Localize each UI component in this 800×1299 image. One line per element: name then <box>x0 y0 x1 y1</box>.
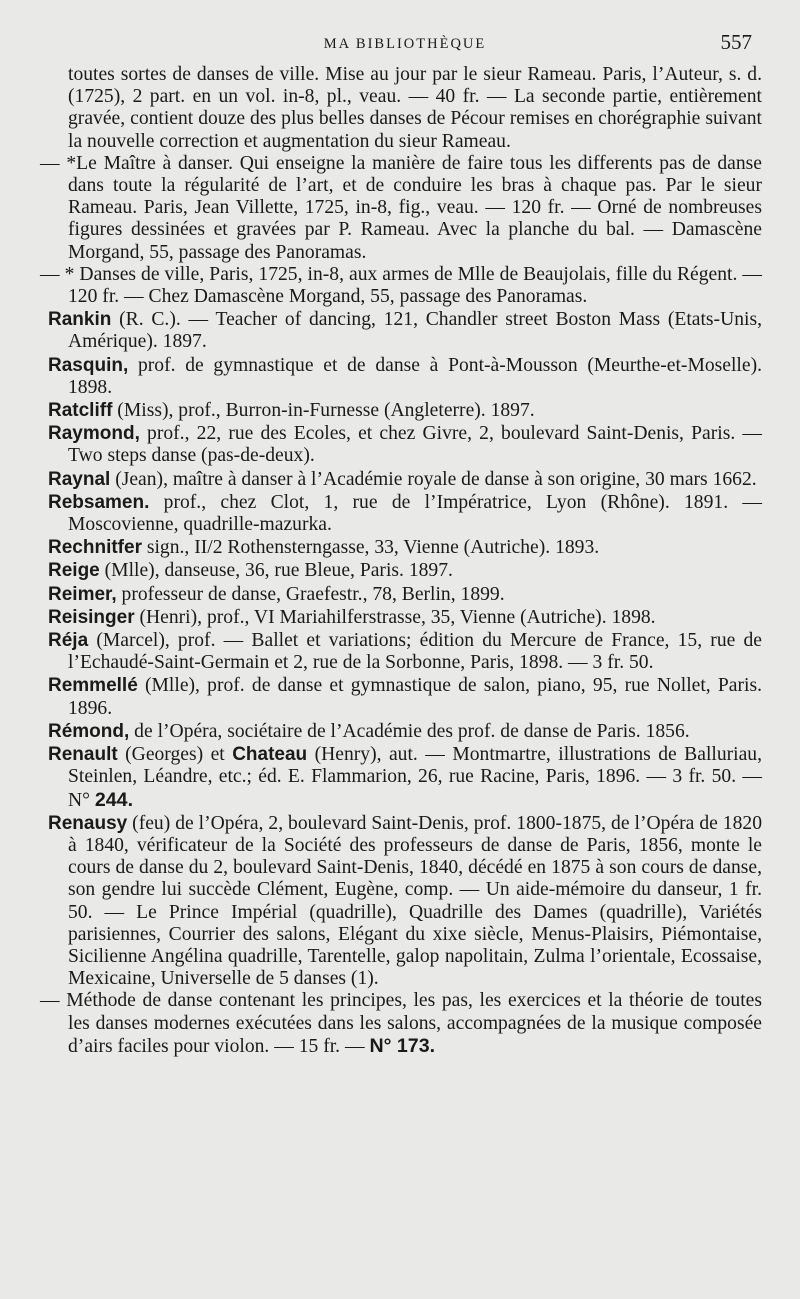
entry-renault-chateau <box>48 744 762 812</box>
entry-text: sign., II/2 Rothensterngasse, 33, Vienne (Autriche). 1893. <box>141 537 600 559</box>
entry-text: (Mlle), prof. de danse et gymnastique de salon, piano, 95, rue Nollet, Paris. 1896. <box>68 675 762 719</box>
headword: Réja <box>48 630 89 652</box>
entry-text: (Henry), aut. — Montmartre, illustrations de Balluriau, Steinlen, Léandre, etc.; éd. E. Flammarion, 26, rue Racine, Paris, 1896. — 3 fr. 50. — N° <box>68 744 762 811</box>
headword: Renault <box>48 744 118 766</box>
entry-raynal <box>48 469 762 491</box>
entry-text: (R. C.). — Teacher of dancing, 121, Chandler street Boston Mass (Etats-Unis, Amérique). 1897. <box>68 309 762 353</box>
entry-reja <box>48 630 762 674</box>
entry-text: (Georges) et <box>117 744 233 766</box>
headword: Rémond, <box>48 720 130 742</box>
headword: Rasquin, <box>48 354 129 376</box>
headword: Ratcliff <box>48 400 113 422</box>
headword: Rankin <box>48 309 112 331</box>
entry-reimer <box>48 584 762 606</box>
entry-remond <box>48 721 762 743</box>
entries-list <box>40 64 762 1058</box>
headword: Raymond, <box>48 423 140 445</box>
headword: Chateau <box>232 744 308 766</box>
headword: Raynal <box>48 468 111 490</box>
entry-sub-methode-de-danse <box>40 990 762 1058</box>
entry-text: professeur de danse, Graefestr., 78, Berlin, 1899. <box>116 583 505 605</box>
entry-rechnitfer <box>48 537 762 559</box>
headword: Renausy <box>48 812 128 834</box>
running-title: MA BIBLIOTHÈQUE <box>323 36 487 52</box>
entry-rankin <box>48 309 762 353</box>
entry-continuation: toutes sortes de danses de ville. Mise au jour par le sieur Rameau. Paris, l’Auteur, s. d. (1725), 2 part. en un vol. in-8, pl., veau. — 40 fr. — La seconde partie, entièrement gravée, contient douze des plus belles danses de Pécour remises en chorégraphie suivant la nouvelle correction et augmentation du sieur Rameau. <box>68 64 762 152</box>
entry-rasquin <box>48 355 762 399</box>
headword: Reisinger <box>48 606 135 628</box>
headword: Rechnitfer <box>48 537 142 559</box>
entry-sub-maitre-a-danser: — *Le Maître à danser. Qui enseigne la manière de faire tous les differents pas de danse dans toute la régularité de l’art, et de conduire les bras à chaque pas. Par le sieur Rameau. Paris, Jean Villette, 1725, in-8, fig., veau. — 120 fr. — Orné de nombreuses figures dessinées et gravées par P. Rameau. Avec la planche du bal. — Damascène Morgand, 55, passage des Panoramas. <box>40 152 762 263</box>
entry-reisinger <box>48 607 762 629</box>
headword: Rebsamen. <box>48 491 150 513</box>
headword: Reimer, <box>48 583 117 605</box>
entry-rebsamen <box>48 492 762 536</box>
entry-text: prof., 22, rue des Ecoles, et chez Givre, 2, boulevard Saint-Denis, Paris. — Two steps danse (pas-de-deux). <box>68 423 762 467</box>
headword: Remmellé <box>48 675 138 697</box>
entry-remmelle <box>48 675 762 719</box>
headword: Reige <box>48 560 100 582</box>
entry-text: (Mlle), danseuse, 36, rue Bleue, Paris. 1897. <box>99 560 453 582</box>
entry-raymond <box>48 423 762 467</box>
entry-text: (Jean), maître à danser à l’Académie royale de danse à son origine, 30 mars 1662. <box>110 468 757 490</box>
entry-text: prof. de gymnastique et de danse à Pont-à-Mousson (Meurthe-et-Moselle). 1898. <box>68 354 762 398</box>
entry-text: (feu) de l’Opéra, 2, boulevard Saint-Denis, prof. 1800-1875, de l’Opéra de 1820 à 1840, vérificateur de la Société des professeurs de danse de Paris, 1856, monte le cours de danse du 2, boulevard Saint-Denis, 1840, décédé en 1875 à son cours de danse, son gendre lui succède Clément, Eugène, comp. — Un aide-mémoire du danseur, 1 fr. 50. — Le Prince Impérial (quadrille), Quadrille des Dames (quadrille), Variétés parisiennes, Courrier des salons, Elégant du xixe siècle, Menus-Plaisirs, Piémontaise, Sicilienne Angélina quadrille, Tarentelle, galop napolitain, Zulma l’orientale, Ecossaise, Mexicaine, Universelle de 5 danses (1). <box>68 812 762 990</box>
entry-renausy <box>48 813 762 991</box>
catalog-number: 244. <box>94 788 134 811</box>
entry-text: prof., chez Clot, 1, rue de l’Impératrice, Lyon (Rhône). 1891. — Moscovienne, quadrille-mazurka. <box>68 491 762 536</box>
entry-text: (Miss), prof., Burron-in-Furnesse (Angleterre). 1897. <box>112 400 535 422</box>
page-number: 557 <box>720 30 752 54</box>
entry-text: (Henri), prof., VI Mariahilferstrasse, 35, Vienne (Autriche). 1898. <box>134 606 656 628</box>
catalog-number: N° 173. <box>369 1034 436 1057</box>
entry-ratcliff <box>48 400 762 422</box>
entry-text: de l’Opéra, sociétaire de l’Académie des prof. de danse de Paris. 1856. <box>129 720 690 742</box>
entry-text: (Marcel), prof. — Ballet et variations; édition du Mercure de France, 15, rue de l’Echaudé-Saint-Germain et 2, rue de la Sorbonne, Paris, 1898. — 3 fr. 50. <box>68 630 762 674</box>
entry-sub-danses-de-ville: — * Danses de ville, Paris, 1725, in-8, aux armes de Mlle de Beaujolais, fille du Régent. — 120 fr. — Chez Damascène Morgand, 55, passage des Panoramas. <box>40 263 762 308</box>
entry-reige <box>48 560 762 582</box>
page-header <box>48 30 762 64</box>
entry-text: — Méthode de danse contenant les principes, les pas, les exercices et la théorie de toutes les danses modernes exécutées dans les salons, accompagnées de la musique composée d’airs faciles pour violon. — 15 fr. — <box>40 990 762 1057</box>
